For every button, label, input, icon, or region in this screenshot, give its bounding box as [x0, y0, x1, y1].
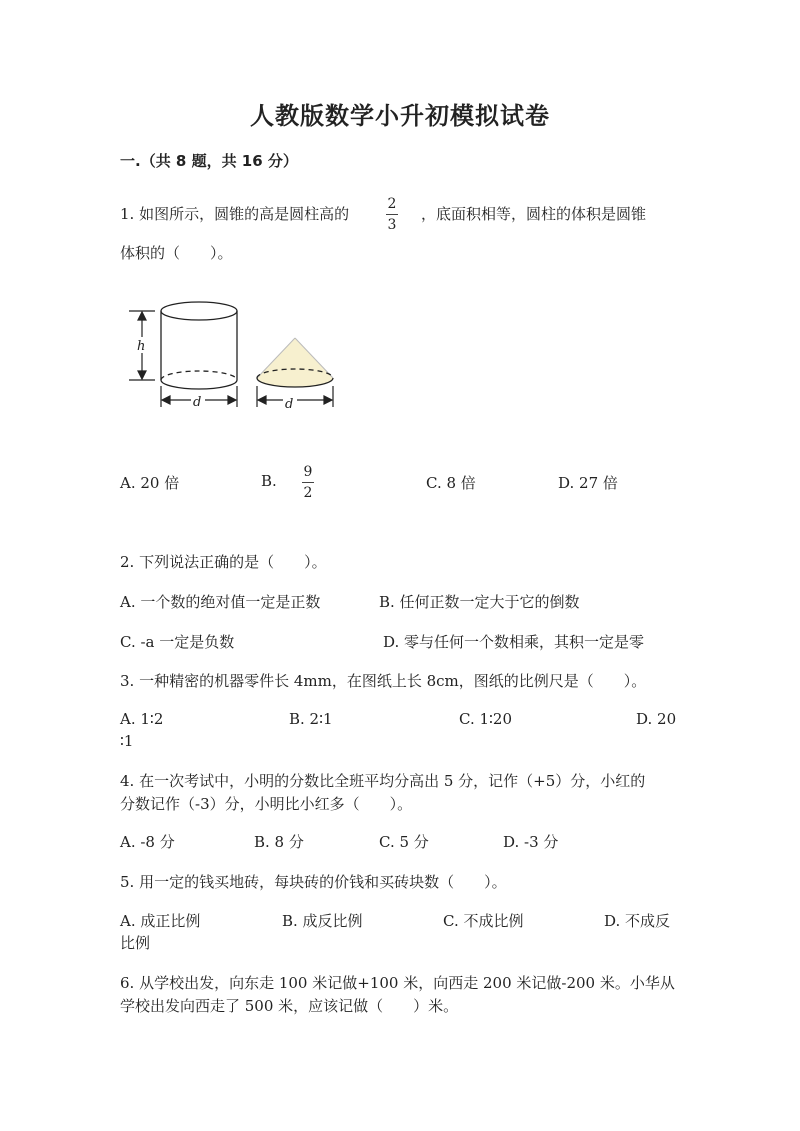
q2-option-d[interactable]: D. 零与任何一个数相乘，其积一定是零 — [383, 633, 645, 651]
fraction-bar — [386, 214, 398, 215]
q4-stem-line1: 4. 在一次考试中，小明的分数比全班平均分高出 5 分，记作（+5）分，小红的 — [120, 772, 646, 790]
q5-option-d[interactable]: D. 不成反 — [604, 912, 671, 930]
q6-stem-line2: 学校出发向西走了 500 米，应该记做（ ）米。 — [120, 997, 459, 1015]
q6-stem-line1: 6. 从学校出发，向东走 100 米记做+100 米，向西走 200 米记做-200 米。小华从 — [120, 974, 675, 992]
q5-option-a[interactable]: A. 成正比例 — [120, 912, 201, 930]
q5-option-d-wrap[interactable]: 比例 — [120, 934, 151, 952]
q4-option-a[interactable]: A. -8 分 — [120, 833, 175, 851]
q1-fraction-numerator: 2 — [387, 196, 397, 212]
q4-option-b[interactable]: B. 8 分 — [254, 833, 304, 851]
q3-option-a[interactable]: A. 1∶2 — [120, 710, 164, 728]
q5-option-c[interactable]: C. 不成比例 — [443, 912, 524, 930]
cylinder-shape — [161, 302, 237, 389]
q1-option-b-numerator: 9 — [303, 464, 313, 480]
q4-option-c[interactable]: C. 5 分 — [379, 833, 429, 851]
q1-fraction — [386, 196, 398, 233]
q2-option-c[interactable]: C. -a 一定是负数 — [120, 633, 235, 651]
section-heading: 一.（共 8 题，共 16 分） — [120, 152, 298, 170]
cylinder-cone-figure — [125, 290, 345, 420]
q1-option-b-denominator: 2 — [303, 485, 313, 501]
q3-stem: 3. 一种精密的机器零件长 4mm，在图纸上长 8cm，图纸的比例尺是（ ）。 — [120, 672, 647, 690]
q1-option-b-fraction[interactable] — [302, 464, 314, 501]
q1-fraction-denominator: 3 — [387, 217, 397, 233]
q2-option-b[interactable]: B. 任何正数一定大于它的倒数 — [379, 593, 580, 611]
q5-option-b[interactable]: B. 成反比例 — [282, 912, 363, 930]
q1-option-c[interactable]: C. 8 倍 — [426, 474, 476, 492]
cone-shape — [257, 338, 333, 387]
q5-stem: 5. 用一定的钱买地砖，每块砖的价钱和买砖块数（ ）。 — [120, 873, 507, 891]
q2-option-a[interactable]: A. 一个数的绝对值一定是正数 — [120, 593, 321, 611]
q1-option-d[interactable]: D. 27 倍 — [558, 474, 618, 492]
fraction-bar — [302, 482, 314, 483]
q1-stem-part3: 体积的（ ）。 — [120, 244, 233, 262]
q1-option-a[interactable]: A. 20 倍 — [120, 474, 180, 492]
q3-option-b[interactable]: B. 2∶1 — [289, 710, 333, 728]
q2-stem: 2. 下列说法正确的是（ ）。 — [120, 553, 327, 571]
q3-option-d[interactable]: D. 20 — [636, 710, 677, 728]
q1-stem-part2: ，底面积相等，圆柱的体积是圆锥 — [421, 205, 647, 223]
height-label: h — [137, 339, 146, 354]
q1-option-b-label[interactable]: B. — [261, 472, 277, 490]
cone-diameter-label: d — [285, 397, 294, 412]
q4-option-d[interactable]: D. -3 分 — [503, 833, 559, 851]
q1-stem-part1: 1. 如图所示，圆锥的高是圆柱高的 — [120, 205, 350, 223]
q3-option-c[interactable]: C. 1∶20 — [459, 710, 513, 728]
page-title: 人教版数学小升初模拟试卷 — [250, 102, 550, 130]
cylinder-diameter-label: d — [193, 395, 202, 410]
q4-stem-line2: 分数记作（-3）分，小明比小红多（ ）。 — [120, 795, 413, 813]
q3-option-d-wrap[interactable]: ∶1 — [120, 732, 134, 750]
